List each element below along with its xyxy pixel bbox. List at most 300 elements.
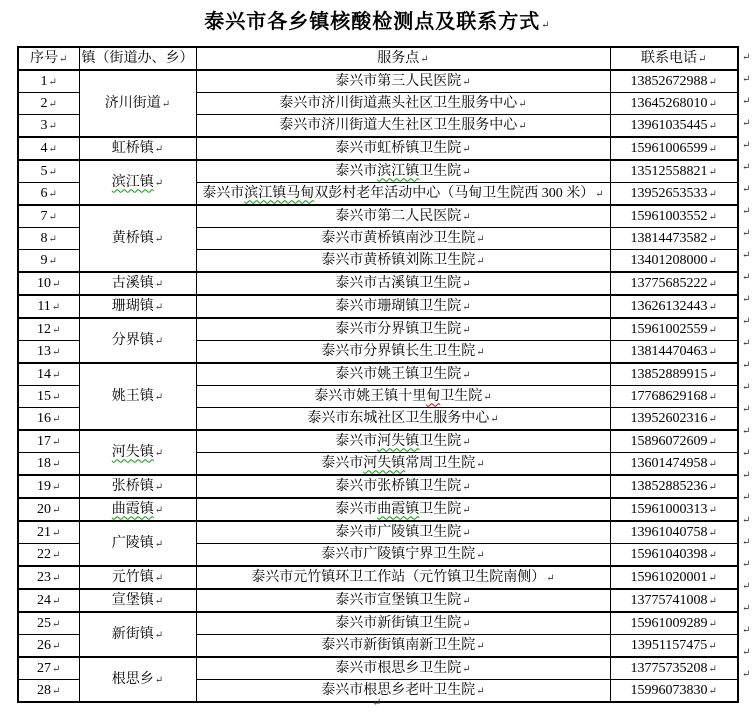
cell-end-mark: ↵ xyxy=(518,120,527,132)
row-number-cell: 8↵ xyxy=(18,228,79,250)
misspelling-underlined-text: 甸 xyxy=(426,388,441,404)
phone-cell: 13961040758↵ xyxy=(610,521,738,544)
cell-end-mark: ↵ xyxy=(462,436,471,448)
row-end-mark: ↵ xyxy=(742,249,751,261)
misspelling-underlined-text: 滨江镇马甸 xyxy=(244,185,315,201)
misspelling-underlined-text: 滨江镇 xyxy=(111,174,154,190)
text-segment: 卫生院 xyxy=(419,433,462,449)
table-row xyxy=(18,295,738,318)
text-segment: 泰兴市 xyxy=(335,433,378,449)
town-cell xyxy=(79,137,196,160)
trailing-paragraph-mark: ↵ xyxy=(372,697,382,709)
phone-cell: 13852672988↵ xyxy=(610,70,738,93)
cell-end-mark: ↵ xyxy=(476,255,485,267)
testing-points-table xyxy=(17,46,739,703)
row-end-mark: ↵ xyxy=(742,558,751,570)
header-cell-no: 序号↵ xyxy=(18,47,79,70)
text-segment: 泰兴市宣堡镇卫生院 xyxy=(335,592,462,608)
cell-end-mark: ↵ xyxy=(154,391,164,403)
row-end-marks-column xyxy=(742,46,754,685)
row-number-cell: 20↵ xyxy=(18,498,79,521)
cell-end-mark: ↵ xyxy=(708,301,717,313)
cell-end-mark: ↵ xyxy=(708,549,717,561)
row-end-mark: ↵ xyxy=(742,448,751,460)
text-segment: 泰兴市广陵镇宁界卫生院 xyxy=(321,546,476,562)
row-number-cell: 6↵ xyxy=(18,183,79,206)
cell-end-mark: ↵ xyxy=(462,595,471,607)
cell-end-mark: ↵ xyxy=(462,143,471,155)
phone-cell: 15961009289↵ xyxy=(610,612,738,635)
cell-end-mark: ↵ xyxy=(48,233,57,245)
cell-end-mark: ↵ xyxy=(708,504,717,516)
text-segment: 泰兴市 xyxy=(335,501,378,517)
row-number-cell: 3↵ xyxy=(18,115,79,138)
cell-end-mark: ↵ xyxy=(708,481,717,493)
cell-end-mark: ↵ xyxy=(476,233,485,245)
service-point-cell xyxy=(196,657,610,680)
header-cell-site: 服务点↵ xyxy=(196,47,610,70)
phone-cell: 13775685222↵ xyxy=(610,272,738,295)
text-segment: 双彭村老年活动中心（马甸卫生院西 300 米） xyxy=(314,185,595,201)
row-end-mark: ↵ xyxy=(742,139,751,151)
cell-end-mark: ↵ xyxy=(462,504,471,516)
cell-end-mark: ↵ xyxy=(708,278,717,290)
cell-end-mark: ↵ xyxy=(708,369,717,381)
cell-end-mark: ↵ xyxy=(52,413,61,425)
service-point-cell xyxy=(196,183,610,206)
cell-end-mark: ↵ xyxy=(48,255,57,267)
table-row xyxy=(18,363,738,386)
cell-end-mark: ↵ xyxy=(462,481,471,493)
row-number-cell: 25↵ xyxy=(18,612,79,635)
cell-end-mark: ↵ xyxy=(595,188,604,200)
cell-end-mark: ↵ xyxy=(52,346,61,358)
service-point-cell xyxy=(196,612,610,635)
cell-end-mark: ↵ xyxy=(52,663,61,675)
text-segment: 分界镇 xyxy=(111,332,154,348)
row-number-cell: 7↵ xyxy=(18,205,79,228)
service-point-cell xyxy=(196,521,610,544)
table-row xyxy=(18,566,738,589)
cell-end-mark: ↵ xyxy=(59,53,68,65)
cell-end-mark: ↵ xyxy=(52,685,61,697)
cell-end-mark: ↵ xyxy=(154,233,164,245)
cell-end-mark: ↵ xyxy=(462,166,471,178)
row-number-cell: 24↵ xyxy=(18,589,79,612)
row-end-mark: ↵ xyxy=(742,404,751,416)
row-number-cell: 10↵ xyxy=(18,272,79,295)
paragraph-mark: ↵ xyxy=(541,20,550,31)
cell-end-mark: ↵ xyxy=(708,527,717,539)
row-end-mark: ↵ xyxy=(742,205,751,217)
cell-end-mark: ↵ xyxy=(154,335,164,347)
cell-end-mark: ↵ xyxy=(708,188,717,200)
town-cell xyxy=(79,160,196,205)
table-row xyxy=(18,589,738,612)
phone-cell: 13601474958↵ xyxy=(610,453,738,476)
cell-end-mark: ↵ xyxy=(490,413,499,425)
row-end-mark: ↵ xyxy=(742,360,751,372)
row-number-cell: 22↵ xyxy=(18,544,79,567)
town-cell xyxy=(79,521,196,566)
town-cell xyxy=(79,295,196,318)
service-point-cell xyxy=(196,137,610,160)
cell-end-mark: ↵ xyxy=(52,391,61,403)
phone-cell: 15961003552↵ xyxy=(610,205,738,228)
cell-end-mark: ↵ xyxy=(708,120,717,132)
cell-end-mark: ↵ xyxy=(462,369,471,381)
text-segment: 泰兴市分界镇卫生院 xyxy=(335,321,462,337)
text-segment: 广陵镇 xyxy=(111,535,154,551)
misspelling-underlined-text: 河失镇 xyxy=(363,455,406,471)
service-point-cell xyxy=(196,295,610,318)
service-point-cell xyxy=(196,453,610,476)
row-number-cell: 28↵ xyxy=(18,680,79,703)
service-point-cell xyxy=(196,272,610,295)
row-end-mark: ↵ xyxy=(742,51,751,63)
text-segment: 泰兴市 xyxy=(335,163,378,179)
text-segment: 泰兴市济川街道燕头社区卫生服务中心 xyxy=(279,95,518,111)
row-end-mark: ↵ xyxy=(742,95,751,107)
text-segment: 泰兴市东城社区卫生服务中心 xyxy=(307,410,490,426)
phone-cell: 15961006599↵ xyxy=(610,137,738,160)
phone-cell: 13952653533↵ xyxy=(610,183,738,206)
text-segment: 泰兴市姚王镇十里 xyxy=(314,388,427,404)
header-cell-phone: 联系电话↵ xyxy=(610,47,738,70)
text-segment: 泰兴市根思乡老叶卫生院 xyxy=(321,682,476,698)
cell-end-mark: ↵ xyxy=(708,618,717,630)
cell-end-mark: ↵ xyxy=(52,504,61,516)
cell-end-mark: ↵ xyxy=(154,504,164,516)
town-cell xyxy=(79,318,196,363)
text-segment: 济川街道 xyxy=(104,95,161,111)
row-number-cell: 26↵ xyxy=(18,635,79,658)
cell-end-mark: ↵ xyxy=(154,572,164,584)
cell-end-mark: ↵ xyxy=(52,572,61,584)
text-segment: 根思乡 xyxy=(111,671,154,687)
cell-end-mark: ↵ xyxy=(52,618,61,630)
town-cell xyxy=(79,70,196,137)
text-segment: 古溪镇 xyxy=(111,275,154,291)
table-row xyxy=(18,475,738,498)
text-segment: 宣堡镇 xyxy=(111,592,154,608)
header-row xyxy=(18,47,738,70)
row-end-mark: ↵ xyxy=(742,624,751,636)
service-point-cell xyxy=(196,363,610,386)
table-row xyxy=(18,70,738,93)
cell-end-mark: ↵ xyxy=(154,301,164,313)
text-segment: 卫生院 xyxy=(419,163,462,179)
town-cell xyxy=(79,589,196,612)
cell-end-mark: ↵ xyxy=(483,391,492,403)
row-number-cell: 18↵ xyxy=(18,453,79,476)
text-segment: 泰兴市黄桥镇刘陈卫生院 xyxy=(321,252,476,268)
cell-end-mark: ↵ xyxy=(708,166,717,178)
row-end-mark: ↵ xyxy=(742,382,751,394)
table-row xyxy=(18,657,738,680)
cell-end-mark: ↵ xyxy=(708,663,717,675)
service-point-cell xyxy=(196,115,610,138)
cell-end-mark: ↵ xyxy=(708,458,717,470)
service-point-cell xyxy=(196,544,610,567)
text-segment: 泰兴市分界镇长生卫生院 xyxy=(321,343,476,359)
cell-end-mark: ↵ xyxy=(708,685,717,697)
row-number-cell: 4↵ xyxy=(18,137,79,160)
row-end-mark: ↵ xyxy=(742,646,751,658)
cell-end-mark: ↵ xyxy=(154,143,164,155)
phone-cell: 17768629168↵ xyxy=(610,386,738,408)
row-number-cell: 19↵ xyxy=(18,475,79,498)
town-cell xyxy=(79,205,196,272)
text-segment: 泰兴市虹桥镇卫生院 xyxy=(335,140,462,156)
row-end-mark: ↵ xyxy=(742,294,751,306)
cell-end-mark: ↵ xyxy=(161,98,171,110)
row-number-cell: 14↵ xyxy=(18,363,79,386)
cell-end-mark: ↵ xyxy=(476,549,485,561)
phone-cell: 13512558821↵ xyxy=(610,160,738,183)
cell-end-mark: ↵ xyxy=(52,481,61,493)
phone-cell: 13814470463↵ xyxy=(610,341,738,364)
row-number-cell: 13↵ xyxy=(18,341,79,364)
cell-end-mark: ↵ xyxy=(708,572,717,584)
row-number-cell: 11↵ xyxy=(18,295,79,318)
cell-end-mark: ↵ xyxy=(708,595,717,607)
phone-cell: 13775735208↵ xyxy=(610,657,738,680)
text-segment: 泰兴市张桥镇卫生院 xyxy=(335,478,462,494)
cell-end-mark: ↵ xyxy=(462,324,471,336)
phone-cell: 13645268010↵ xyxy=(610,93,738,115)
table-row xyxy=(18,318,738,341)
cell-end-mark: ↵ xyxy=(52,527,61,539)
text-segment: 黄桥镇 xyxy=(111,230,154,246)
service-point-cell xyxy=(196,408,610,431)
cell-end-mark: ↵ xyxy=(708,211,717,223)
cell-end-mark: ↵ xyxy=(708,413,717,425)
cell-end-mark: ↵ xyxy=(698,53,707,65)
cell-end-mark: ↵ xyxy=(154,674,164,686)
misspelling-underlined-text: 河失镇 xyxy=(377,433,420,449)
cell-end-mark: ↵ xyxy=(52,640,61,652)
cell-end-mark: ↵ xyxy=(708,346,717,358)
town-cell xyxy=(79,272,196,295)
phone-cell: 13626132443↵ xyxy=(610,295,738,318)
row-number-cell: 23↵ xyxy=(18,566,79,589)
town-cell xyxy=(79,430,196,475)
text-segment: 元竹镇 xyxy=(111,569,154,585)
table-row xyxy=(18,160,738,183)
cell-end-mark: ↵ xyxy=(462,301,471,313)
text-segment: 虹桥镇 xyxy=(111,140,154,156)
phone-cell: 15961020001↵ xyxy=(610,566,738,589)
service-point-cell xyxy=(196,635,610,658)
cell-end-mark: ↵ xyxy=(708,436,717,448)
text-segment: 泰兴市广陵镇卫生院 xyxy=(335,524,462,540)
cell-end-mark: ↵ xyxy=(476,458,485,470)
town-cell xyxy=(79,363,196,430)
phone-cell: 13961035445↵ xyxy=(610,115,738,138)
table-row xyxy=(18,137,738,160)
text-segment: 泰兴市姚王镇卫生院 xyxy=(335,366,462,382)
cell-end-mark: ↵ xyxy=(52,549,61,561)
cell-end-mark: ↵ xyxy=(48,143,57,155)
cell-end-mark: ↵ xyxy=(48,98,57,110)
service-point-cell xyxy=(196,205,610,228)
row-end-mark: ↵ xyxy=(742,183,751,195)
cell-end-mark: ↵ xyxy=(518,98,527,110)
cell-end-mark: ↵ xyxy=(462,618,471,630)
cell-end-mark: ↵ xyxy=(462,211,471,223)
cell-end-mark: ↵ xyxy=(48,120,57,132)
cell-end-mark: ↵ xyxy=(52,595,61,607)
cell-end-mark: ↵ xyxy=(708,76,717,88)
service-point-cell xyxy=(196,589,610,612)
cell-end-mark: ↵ xyxy=(52,458,61,470)
header-cell-town: 镇（街道办、乡） xyxy=(79,47,196,70)
cell-end-mark: ↵ xyxy=(154,629,164,641)
row-end-mark: ↵ xyxy=(742,602,751,614)
phone-cell: 15896072609↵ xyxy=(610,430,738,453)
cell-end-mark: ↵ xyxy=(48,76,57,88)
row-end-mark: ↵ xyxy=(742,161,751,173)
row-end-mark: ↵ xyxy=(742,536,751,548)
cell-end-mark: ↵ xyxy=(708,143,717,155)
cell-end-mark: ↵ xyxy=(52,324,61,336)
service-point-cell xyxy=(196,70,610,93)
row-end-mark: ↵ xyxy=(742,271,751,283)
town-cell xyxy=(79,612,196,657)
cell-end-mark: ↵ xyxy=(154,278,164,290)
table-body xyxy=(18,70,738,702)
cell-end-mark: ↵ xyxy=(462,278,471,290)
cell-end-mark: ↵ xyxy=(420,53,429,65)
misspelling-underlined-text: 河失镇 xyxy=(111,444,154,460)
text-segment: 泰兴市根思乡卫生院 xyxy=(335,660,462,676)
phone-cell: 15961040398↵ xyxy=(610,544,738,567)
service-point-cell xyxy=(196,566,610,589)
phone-cell: 13401208000↵ xyxy=(610,250,738,273)
row-number-cell: 15↵ xyxy=(18,386,79,408)
text-segment: 泰兴市古溪镇卫生院 xyxy=(335,275,462,291)
text-segment: 泰兴市珊瑚镇卫生院 xyxy=(335,298,462,314)
text-segment: 姚王镇 xyxy=(111,388,154,404)
cell-end-mark: ↵ xyxy=(154,177,164,189)
row-end-mark: ↵ xyxy=(742,338,751,350)
row-number-cell: 12↵ xyxy=(18,318,79,341)
cell-end-mark: ↵ xyxy=(462,76,471,88)
row-number-cell: 16↵ xyxy=(18,408,79,431)
service-point-cell xyxy=(196,93,610,115)
table-row xyxy=(18,430,738,453)
cell-end-mark: ↵ xyxy=(48,211,57,223)
row-end-mark: ↵ xyxy=(742,316,751,328)
row-end-mark: ↵ xyxy=(742,514,751,526)
table-row xyxy=(18,612,738,635)
cell-end-mark: ↵ xyxy=(52,436,61,448)
row-number-cell: 21↵ xyxy=(18,521,79,544)
cell-end-mark: ↵ xyxy=(154,447,164,459)
row-end-mark: ↵ xyxy=(742,470,751,482)
table-header xyxy=(18,47,738,70)
phone-cell: 13852885236↵ xyxy=(610,475,738,498)
table-row xyxy=(18,272,738,295)
text-segment: 泰兴市 xyxy=(202,185,245,201)
text-segment: 卫生院 xyxy=(419,501,462,517)
row-end-mark: ↵ xyxy=(742,492,751,504)
misspelling-underlined-text: 曲霞镇 xyxy=(377,501,420,517)
cell-end-mark: ↵ xyxy=(476,640,485,652)
row-end-mark: ↵ xyxy=(742,227,751,239)
text-segment: 张桥镇 xyxy=(111,478,154,494)
cell-end-mark: ↵ xyxy=(708,255,717,267)
cell-end-mark: ↵ xyxy=(708,391,717,403)
service-point-cell xyxy=(196,160,610,183)
town-cell xyxy=(79,475,196,498)
page-title xyxy=(17,5,737,34)
town-cell xyxy=(79,566,196,589)
cell-end-mark: ↵ xyxy=(154,481,164,493)
text-segment: 泰兴市元竹镇环卫工作站（元竹镇卫生院南侧） xyxy=(251,569,546,585)
text-segment: 泰兴市第三人民医院 xyxy=(335,73,462,89)
cell-end-mark: ↵ xyxy=(708,640,717,652)
phone-cell: 15996073830↵ xyxy=(610,680,738,703)
text-segment: 泰兴市济川街道大生社区卫生服务中心 xyxy=(279,117,518,133)
cell-end-mark: ↵ xyxy=(462,663,471,675)
cell-end-mark: ↵ xyxy=(48,166,57,178)
table-row xyxy=(18,521,738,544)
cell-end-mark: ↵ xyxy=(708,98,717,110)
row-number-cell: 5↵ xyxy=(18,160,79,183)
misspelling-underlined-text: 曲霞镇 xyxy=(111,501,154,517)
text-segment: 卫生院 xyxy=(440,388,483,404)
cell-end-mark: ↵ xyxy=(708,233,717,245)
row-end-mark: ↵ xyxy=(742,73,751,85)
phone-cell: 15961002559↵ xyxy=(610,318,738,341)
service-point-cell xyxy=(196,228,610,250)
town-cell xyxy=(79,498,196,521)
row-number-cell: 17↵ xyxy=(18,430,79,453)
service-point-cell xyxy=(196,498,610,521)
row-end-mark: ↵ xyxy=(742,668,751,680)
row-number-cell: 9↵ xyxy=(18,250,79,273)
phone-cell: 13952602316↵ xyxy=(610,408,738,431)
cell-end-mark: ↵ xyxy=(52,278,61,290)
text-segment: 常周卫生院 xyxy=(405,455,476,471)
service-point-cell xyxy=(196,386,610,408)
phone-cell: 13951157475↵ xyxy=(610,635,738,658)
cell-end-mark: ↵ xyxy=(462,527,471,539)
text-segment: 泰兴市新街镇南新卫生院 xyxy=(321,637,476,653)
row-number-cell: 1↵ xyxy=(18,70,79,93)
page-title-text: 泰兴市各乡镇核酸检测点及联系方式 xyxy=(204,11,541,33)
service-point-cell xyxy=(196,318,610,341)
table-row xyxy=(18,498,738,521)
cell-end-mark: ↵ xyxy=(154,595,164,607)
phone-cell: 15961000313↵ xyxy=(610,498,738,521)
table-row xyxy=(18,205,738,228)
phone-cell: 13775741008↵ xyxy=(610,589,738,612)
text-segment: 泰兴市黄桥镇南沙卫生院 xyxy=(321,230,476,246)
text-segment: 泰兴市第二人民医院 xyxy=(335,208,462,224)
cell-end-mark: ↵ xyxy=(476,346,485,358)
misspelling-underlined-text: 滨江镇 xyxy=(377,163,420,179)
cell-end-mark: ↵ xyxy=(476,685,485,697)
cell-end-mark: ↵ xyxy=(52,369,61,381)
text-segment: 泰兴市 xyxy=(321,455,364,471)
cell-end-mark: ↵ xyxy=(154,538,164,550)
text-segment: 新街镇 xyxy=(111,626,154,642)
phone-cell: 13852889915↵ xyxy=(610,363,738,386)
row-end-mark: ↵ xyxy=(742,117,751,129)
